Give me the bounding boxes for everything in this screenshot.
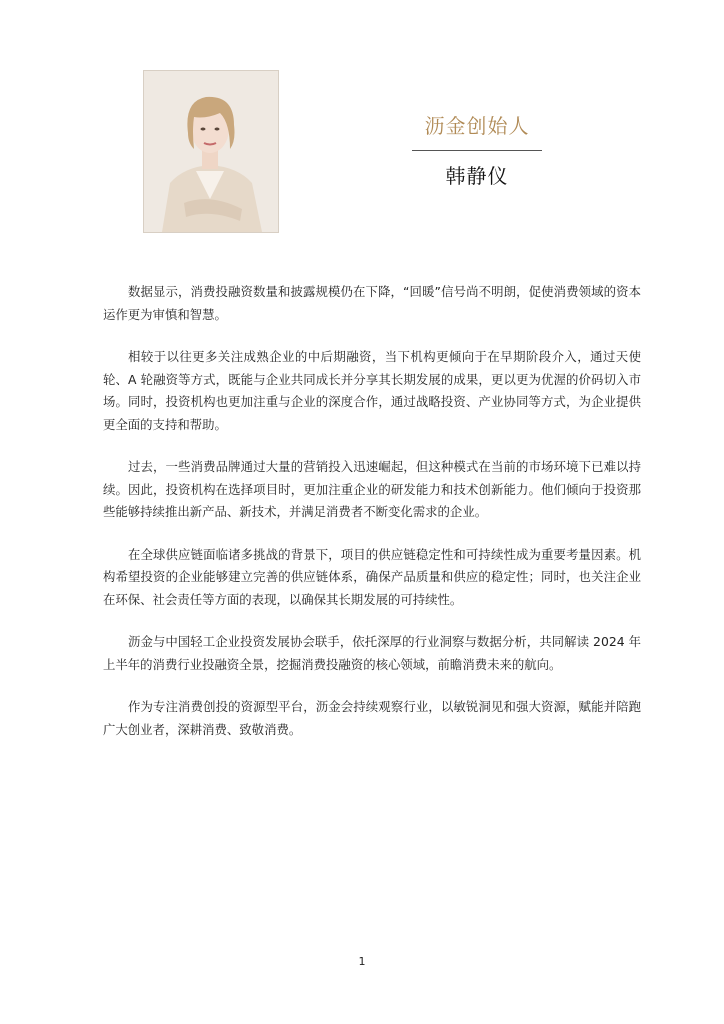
title-divider (412, 150, 542, 151)
founder-name: 韩静仪 (445, 164, 509, 188)
page-number: 1 (358, 955, 366, 968)
paragraph-4: 在全球供应链面临诸多挑战的背景下，项目的供应链稳定性和可持续性成为重要考量因素。机构希望投资的企业能够建立完善的供应链体系，确保产品质量和供应的稳定性；同时，也关注企业在环保、社会责任等方面的表现，以确保其长期发展的可持续性。 (103, 546, 641, 607)
founder-title: 沥金创始人 (424, 114, 530, 138)
article-body (103, 281, 641, 761)
founder-portrait-illustration (144, 71, 278, 232)
paragraph-2: 相较于以往更多关注成熟企业的中后期融资，当下机构更倾向于在早期阶段介入，通过天使轮、A 轮融资等方式，既能与企业共同成长并分享其长期发展的成果，更以更为优渥的价码切入市场。同时，投资机构也更加注重与企业的深度合作，通过战略投资、产业协同等方式，为企业提供更全面的支持和帮助。 (103, 349, 641, 432)
paragraph-5: 沥金与中国轻工企业投资发展协会联手，依托深厚的行业洞察与数据分析，共同解读 2024 年上半年的消费行业投融资全景，挖掘消费投融资的核心领域，前瞻消费未来的航向。 (103, 634, 641, 672)
founder-portrait (143, 70, 279, 233)
paragraph-1: 数据显示，消费投融资数量和披露规模仍在下降，“回暖”信号尚不明朗，促使消费领域的资本运作更为审慎和智慧。 (103, 284, 641, 322)
paragraph-3: 过去，一些消费品牌通过大量的营销投入迅速崛起，但这种模式在当前的市场环境下已难以持续。因此，投资机构在选择项目时，更加注重企业的研发能力和技术创新能力。他们倾向于投资那些能够持续推出新产品、新技术，并满足消费者不断变化需求的企业。 (103, 459, 641, 519)
paragraph-6: 作为专注消费创投的资源型平台，沥金会持续观察行业，以敏锐洞见和强大资源，赋能并陪跑广大创业者，深耕消费、致敬消费。 (103, 699, 641, 737)
